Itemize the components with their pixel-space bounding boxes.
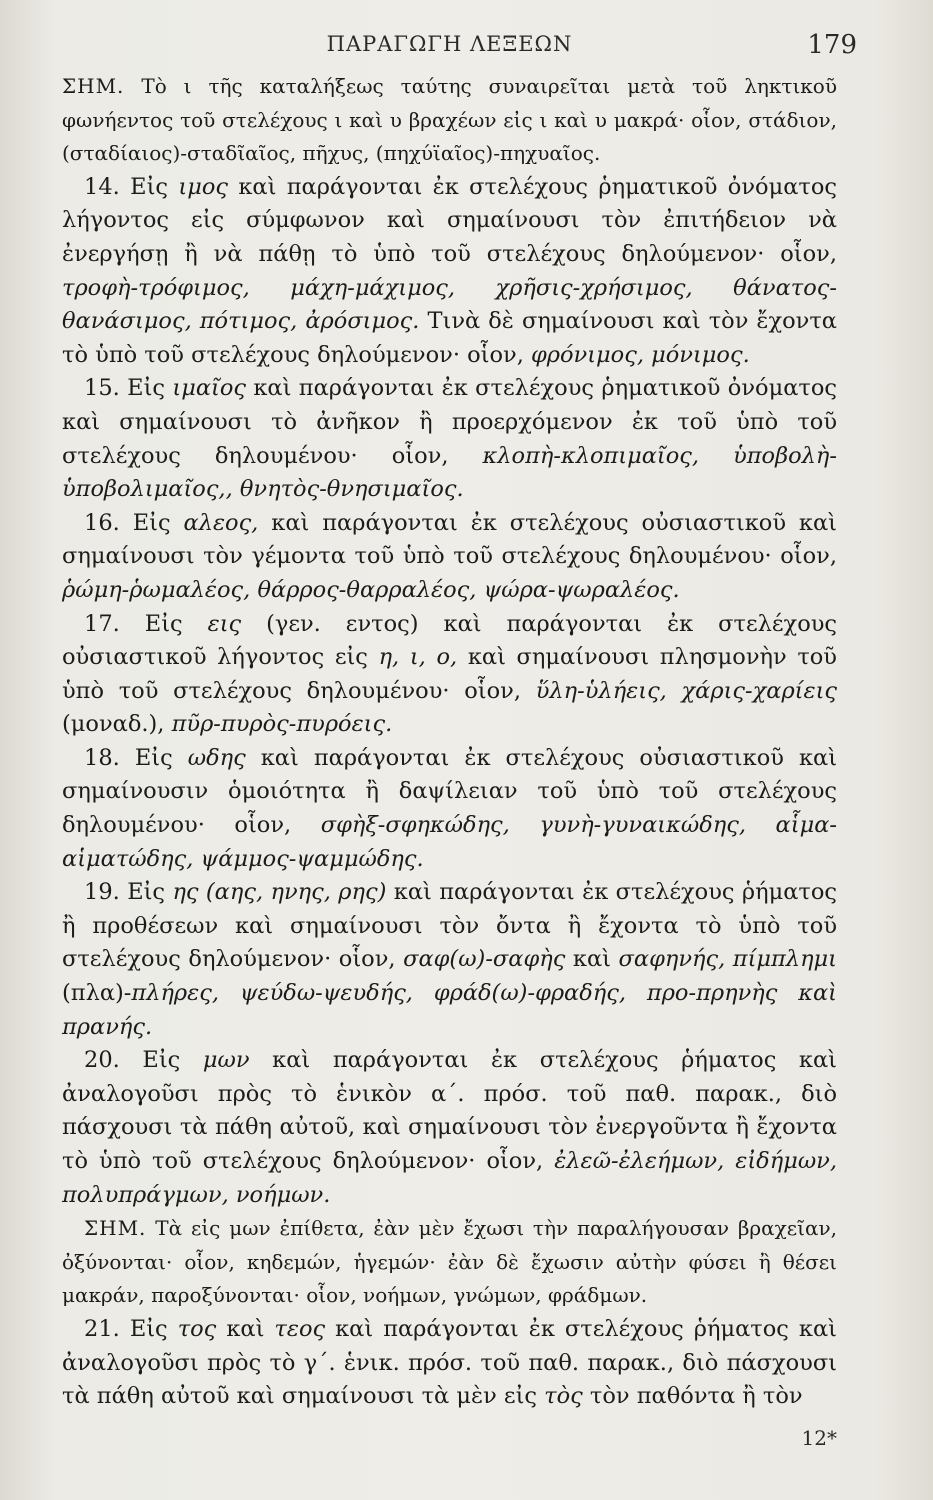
examples: σαφ(ω)-σαφὴς — [403, 946, 566, 973]
note-paragraph — [62, 70, 837, 171]
section-intro: Εἰς — [129, 1315, 168, 1342]
examples: πλήρες, ψεύδω-ψευδής, φράδ(ω)-φραδής, προ-πρηνὴς καὶ πρανής. — [62, 980, 837, 1040]
section-14 — [62, 171, 837, 373]
examples: σαφηνής, πίμπλημι — [618, 946, 837, 973]
section-15 — [62, 372, 837, 506]
section-text: καὶ παράγονται ἐκ στελέχους ῥήματος καὶ ἀναλογοῦσι πρὸς τὸ γ΄. ἑνικ. πρόσ. τοῦ παθ. παρακ., διὸ πάσχουσι τὰ πάθη αὐτοῦ καὶ σημαίνουσι τὰ μὲν εἰς — [62, 1315, 837, 1410]
note-label: ΣΗΜ. — [84, 1216, 147, 1241]
suffix-term: εις — [207, 610, 242, 637]
section-intro: Εἰς — [127, 375, 166, 402]
section-text: καὶ παράγονται ἐκ στελέχους οὐσιαστικοῦ καὶ σημαίνουσιν ὁμοιότητα ἢ δαψίλειαν τοῦ ὑπὸ τοῦ στελέχους δηλουμένου· οἷον, — [62, 744, 838, 839]
section-text: καὶ παράγονται ἐκ στελέχους ῥήματος καὶ ἀναλογοῦσι πρὸς τὸ ἑνικὸν α΄. πρόσ. τοῦ παθ. παρακ., διὸ πάσχουσι τὰ πάθη αὐτοῦ, καὶ σημαίνουσι τὸν ἐνεργοῦντα ἢ ἔχοντα τὸ ὑπὸ τοῦ στελέχους δηλούμενον· οἷον, — [62, 1047, 837, 1174]
examples: σφὴξ-σφηκώδης, γυνὴ-γυναικώδης, αἷμα-αἱματώδης, ψάμμος-ψαμμώδης. — [62, 812, 837, 872]
parenthetical: (πλα)- — [62, 980, 132, 1007]
suffix-term: ης (αης, ηνης, ρης) — [172, 879, 387, 906]
suffix-term: ιμος — [178, 173, 228, 200]
section-intro: Εἰς — [130, 173, 169, 200]
section-intro: Εἰς — [127, 879, 166, 906]
note-label: ΣΗΜ. — [62, 74, 125, 98]
genitive-note: (γεν. εντος) — [266, 610, 419, 637]
section-number: 21. — [84, 1315, 120, 1342]
section-number: 16. — [84, 509, 120, 536]
examples: ῥώμη-ῥωμαλέος, θάρρος-θαρραλέος, ψώρα-ψωραλέος. — [62, 576, 680, 603]
section-text: καὶ παράγονται ἐκ στελέχους οὐσιαστικοῦ λήγοντος εἰς — [62, 610, 838, 671]
signature-mark: 12* — [801, 1426, 837, 1450]
examples: ἐλεῶ-ἐλεήμων, εἰδήμων, πολυπράγμων, νοήμων. — [62, 1148, 838, 1208]
page-title: ΠΑΡΑΓΩΓΗ ΛΕΞΕΩΝ — [326, 32, 573, 56]
section-number: 20. — [84, 1047, 120, 1074]
suffix-term: τὸς — [544, 1383, 583, 1410]
page-number: 179 — [807, 30, 857, 60]
section-17 — [62, 608, 837, 742]
section-number: 14. — [84, 173, 120, 200]
section-number: 15. — [84, 375, 120, 402]
note-text: Τὰ εἰς μων ἐπίθετα, ἐὰν μὲν ἔχωσι τὴν παραλήγουσαν βραχεῖαν, ὀξύνονται· οἷον, κηδεμών, ἡγεμών· ἐὰν δὲ ἔχωσιν αὐτὴν φύσει ἢ θέσει μακράν, παροξύνονται· οἷον, νοήμων, γνώμων, φράδμων. — [62, 1216, 838, 1308]
section-text: τὸν παθόντα ἢ τὸν — [589, 1383, 803, 1410]
conjunction: καὶ — [572, 946, 611, 973]
conjunction: καὶ — [226, 1315, 265, 1342]
examples: ὕλη-ὑλήεις, χάρις-χαρίεις — [535, 677, 837, 704]
section-20 — [62, 1044, 837, 1212]
examples: πῦρ-πυρὸς-πυρόεις. — [171, 711, 393, 738]
section-intro: Εἰς — [142, 1047, 181, 1074]
letter-list: η, ι, ο, — [378, 644, 458, 671]
section-19 — [62, 876, 837, 1044]
running-head — [62, 30, 857, 70]
section-text: καὶ παράγονται ἐκ στελέχους ῥηματικοῦ ὀνόματος λήγοντος εἰς σύμφωνον καὶ σημαίνουσι τὸν ἐπιτήδειον νὰ ἐνεργήσῃ ἢ νὰ πάθῃ τὸ ὑπὸ τοῦ στελέχους δηλούμενον· οἷον, — [62, 173, 837, 267]
section-intro: Εἰς — [132, 509, 171, 536]
body-text — [62, 70, 837, 1414]
section-intro: Εἰς — [134, 744, 173, 771]
section-number: 19. — [84, 879, 120, 906]
suffix-term: ωδης — [187, 744, 246, 771]
section-18 — [62, 742, 837, 876]
suffix-term: ιμαῖος — [172, 375, 246, 402]
examples: κλοπὴ-κλοπιμαῖος, ὑποβολὴ-ὑποβολιμαῖος,, θνητὸς-θνησιμαῖος. — [62, 442, 837, 503]
examples: τροφὴ-τρόφιμος, μάχη-μάχιμος, χρῆσις-χρήσιμος, θάνατος-θανάσιμος, πότιμος, ἀρόσιμος. — [62, 274, 837, 335]
suffix-term: μων — [202, 1047, 250, 1074]
section-text: καὶ σημαίνουσι πλησμονὴν τοῦ ὑπὸ τοῦ στελέχους δηλουμένου· οἷον, — [62, 644, 837, 704]
suffix-term: τεος — [274, 1315, 326, 1342]
section-21 — [62, 1313, 837, 1414]
section-number: 17. — [84, 610, 120, 637]
section-text: Τινὰ δὲ σημαίνουσι καὶ τὸν ἔχοντα τὸ ὑπὸ τοῦ στελέχους δηλούμενον· οἷον, — [62, 308, 837, 368]
section-16 — [62, 507, 837, 608]
suffix-term: αλεος, — [183, 509, 259, 536]
suffix-term: τος — [177, 1315, 217, 1342]
section-text: καὶ παράγονται ἐκ στελέχους ῥήματος ἢ προθέσεων καὶ σημαίνουσι τὸν ὄντα ἢ ἔχοντα τὸ ὑπὸ τοῦ στελέχους δηλούμενον· οἷον, — [62, 879, 837, 973]
parenthetical: (μοναδ.), — [62, 711, 165, 738]
note-text: Τὸ ι τῆς καταλήξεως ταύτης συναιρεῖται μετὰ τοῦ ληκτικοῦ φωνήεντος τοῦ στελέχους ι καὶ υ βραχέων εἰς ι καὶ υ μακρά· οἷον, στάδιον, (σταδίαιος)-σταδῖαῖος, πῆχυς, (πηχύϊαῖος)-πηχυαῖος. — [62, 74, 838, 166]
section-number: 18. — [84, 744, 120, 771]
examples: φρόνιμος, μόνιμος. — [531, 341, 750, 368]
section-text: καὶ παράγονται ἐκ στελέχους οὐσιαστικοῦ καὶ σημαίνουσι τὸν γέμοντα τοῦ ὑπὸ τοῦ στελέχους δηλουμένου· οἷον, — [62, 509, 838, 570]
section-text: καὶ παράγονται ἐκ στελέχους ῥηματικοῦ ὀνόματος καὶ σημαίνουσι τὸ ἀνῆκον ἢ προερχόμενον ἐκ τοῦ ὑπὸ τοῦ στελέχους δηλουμένου· οἷον, — [62, 375, 837, 469]
note-paragraph — [62, 1212, 837, 1313]
section-intro: Εἰς — [144, 610, 183, 637]
